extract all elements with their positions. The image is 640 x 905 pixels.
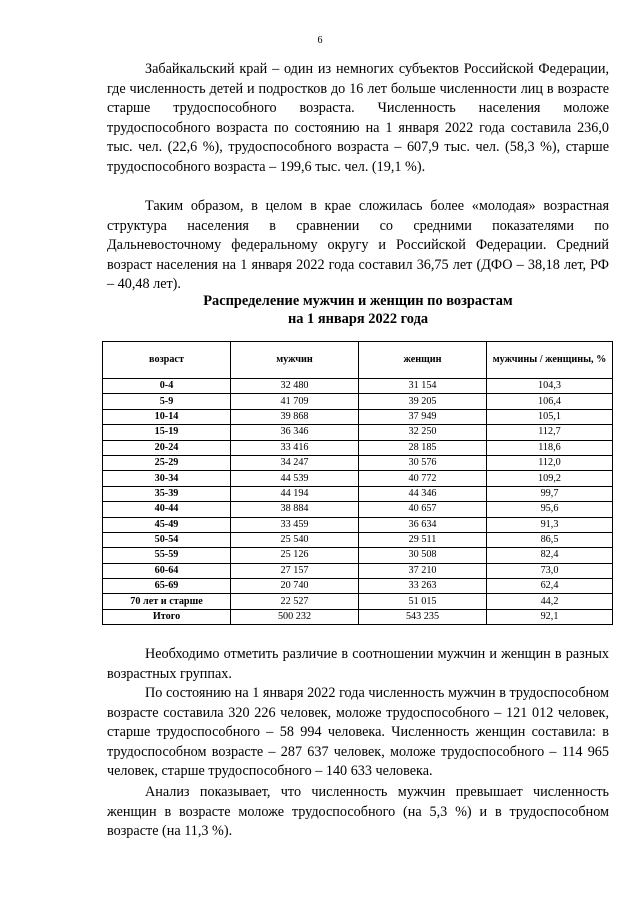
ratio-cell: 86,5 — [487, 532, 613, 547]
total-men-cell: 500 232 — [231, 609, 359, 624]
age-cell: 5-9 — [103, 394, 231, 409]
women-cell: 51 015 — [359, 594, 487, 609]
age-cell: 50-54 — [103, 532, 231, 547]
ratio-cell: 62,4 — [487, 579, 613, 594]
women-cell: 40 657 — [359, 502, 487, 517]
table-row — [103, 548, 613, 563]
paragraph-age-structure: Забайкальский край – один из немногих субъектов Российской Федерации, где численность детей и подростков до 16 лет больше численности лиц в возрасте старше трудоспособного возраста. Численность населения моложе трудоспособного возраста по состоянию на 1 января 2022 года составила 236,0 тыс. чел. (22,6 %), трудоспособного возраста – 607,9 тыс. чел. (58,3 %), старше трудоспособного возраста – 199,6 тыс. чел. (19,1 %). — [107, 61, 609, 175]
table-row — [103, 409, 613, 424]
table-row — [103, 517, 613, 532]
header-men: мужчин — [231, 342, 359, 379]
age-cell: 10-14 — [103, 409, 231, 424]
header-women: женщин — [359, 342, 487, 379]
men-cell: 36 346 — [231, 425, 359, 440]
header-ratio: мужчины / женщины, % — [487, 342, 613, 379]
age-cell: 45-49 — [103, 517, 231, 532]
women-cell: 36 634 — [359, 517, 487, 532]
table-header-row — [103, 342, 613, 379]
women-cell: 32 250 — [359, 425, 487, 440]
men-cell: 41 709 — [231, 394, 359, 409]
men-cell: 22 527 — [231, 594, 359, 609]
men-cell: 32 480 — [231, 379, 359, 394]
paragraph-difference-note: Необходимо отметить различие в соотношении мужчин и женщин в разных возрастных группах. — [107, 646, 609, 682]
table-row — [103, 471, 613, 486]
ratio-cell: 112,0 — [487, 455, 613, 470]
men-cell: 25 126 — [231, 548, 359, 563]
ratio-cell: 104,3 — [487, 379, 613, 394]
ratio-cell: 44,2 — [487, 594, 613, 609]
age-distribution-table — [102, 341, 613, 625]
men-cell: 27 157 — [231, 563, 359, 578]
table-row — [103, 455, 613, 470]
table-row — [103, 594, 613, 609]
table-row — [103, 486, 613, 501]
age-cell: 55-59 — [103, 548, 231, 563]
table-row — [103, 440, 613, 455]
total-ratio-cell: 92,1 — [487, 609, 613, 624]
ratio-cell: 82,4 — [487, 548, 613, 563]
page-number: 6 — [317, 35, 323, 46]
women-cell: 30 508 — [359, 548, 487, 563]
women-cell: 37 949 — [359, 409, 487, 424]
men-cell: 20 740 — [231, 579, 359, 594]
women-cell: 31 154 — [359, 379, 487, 394]
age-cell: 65-69 — [103, 579, 231, 594]
table-row — [103, 579, 613, 594]
table-title-line-1: Распределение мужчин и женщин по возрастам — [203, 293, 513, 309]
age-cell: 15-19 — [103, 425, 231, 440]
men-cell: 25 540 — [231, 532, 359, 547]
paragraph-young-structure: Таким образом, в целом в крае сложилась более «молодая» возрастная структура населения в сравнении со средними показателями по Дальневосточному федеральному округу и Российской Федерации. Средний возраст населения на 1 января 2022 года составил 36,75 лет (ДФО – 38,18 лет, РФ – 40,48 лет). — [107, 198, 609, 293]
table-row — [103, 379, 613, 394]
table-row — [103, 563, 613, 578]
men-cell: 34 247 — [231, 455, 359, 470]
total-label-cell: Итого — [103, 609, 231, 624]
ratio-cell: 99,7 — [487, 486, 613, 501]
age-cell: 20-24 — [103, 440, 231, 455]
age-cell: 70 лет и старше — [103, 594, 231, 609]
table-row — [103, 425, 613, 440]
ratio-cell: 118,6 — [487, 440, 613, 455]
women-cell: 37 210 — [359, 563, 487, 578]
table-total-row — [103, 609, 613, 624]
ratio-cell: 105,1 — [487, 409, 613, 424]
men-cell: 33 416 — [231, 440, 359, 455]
age-cell: 35-39 — [103, 486, 231, 501]
men-cell: 44 539 — [231, 471, 359, 486]
women-cell: 30 576 — [359, 455, 487, 470]
women-cell: 44 346 — [359, 486, 487, 501]
paragraph-analysis: Анализ показывает, что численность мужчин превышает численность женщин в возрасте моложе трудоспособного (на 5,3 %) и в трудоспособном возрасте (на 11,3 %). — [107, 784, 609, 840]
table-row — [103, 532, 613, 547]
age-cell: 25-29 — [103, 455, 231, 470]
women-cell: 33 263 — [359, 579, 487, 594]
age-cell: 0-4 — [103, 379, 231, 394]
ratio-cell: 109,2 — [487, 471, 613, 486]
ratio-cell: 91,3 — [487, 517, 613, 532]
total-women-cell: 543 235 — [359, 609, 487, 624]
ratio-cell: 95,6 — [487, 502, 613, 517]
ratio-cell: 73,0 — [487, 563, 613, 578]
men-cell: 33 459 — [231, 517, 359, 532]
table-title — [107, 292, 609, 328]
women-cell: 29 511 — [359, 532, 487, 547]
men-cell: 44 194 — [231, 486, 359, 501]
age-cell: 30-34 — [103, 471, 231, 486]
table-title-line-2: на 1 января 2022 года — [287, 311, 429, 327]
age-cell: 60-64 — [103, 563, 231, 578]
paragraph-working-age-counts: По состоянию на 1 января 2022 года численность мужчин в трудоспособном возрасте составила 320 226 человек, моложе трудоспособного – 121 012 человек, старше трудоспособного – 58 994 человека. Численность женщин составила: в трудоспособном возрасте – 287 637 человек, моложе трудоспособного – 114 965 человек, старше трудоспособного – 140 633 человека. — [107, 685, 609, 780]
ratio-cell: 112,7 — [487, 425, 613, 440]
age-cell: 40-44 — [103, 502, 231, 517]
ratio-cell: 106,4 — [487, 394, 613, 409]
women-cell: 28 185 — [359, 440, 487, 455]
women-cell: 40 772 — [359, 471, 487, 486]
header-age: возраст — [103, 342, 231, 379]
table-row — [103, 394, 613, 409]
men-cell: 38 884 — [231, 502, 359, 517]
table-row — [103, 502, 613, 517]
men-cell: 39 868 — [231, 409, 359, 424]
women-cell: 39 205 — [359, 394, 487, 409]
